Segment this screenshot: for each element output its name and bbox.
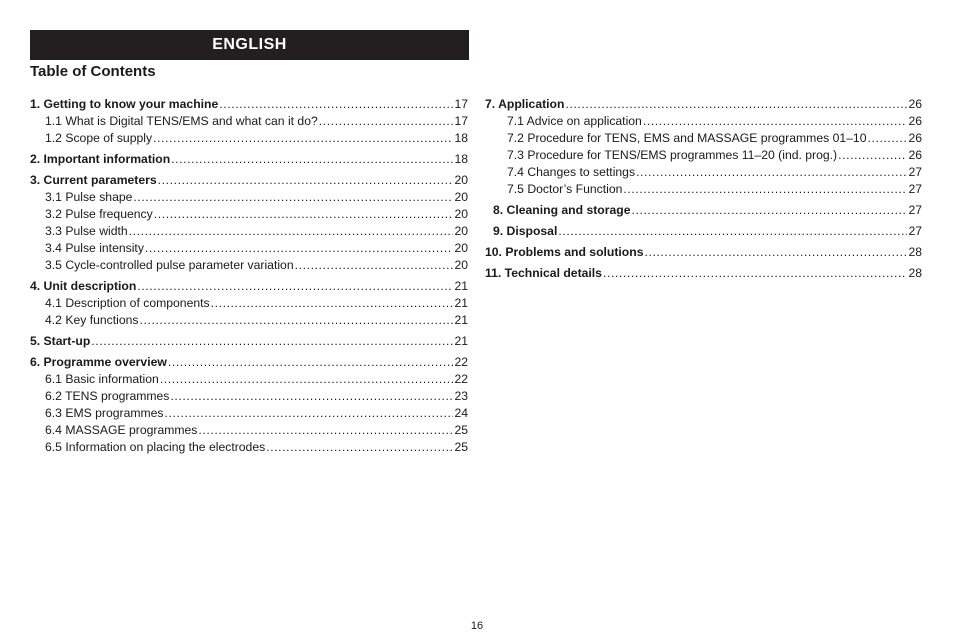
toc-entry-label: 6.3 EMS programmes <box>45 406 164 420</box>
toc-entry-page: 28 <box>908 266 922 280</box>
toc-section-entry[interactable] <box>485 223 922 240</box>
dot-leader <box>198 422 453 439</box>
toc-entry-label: 7. Application <box>485 97 565 111</box>
dot-leader <box>644 244 907 261</box>
toc-entry-page: 22 <box>454 372 468 386</box>
dot-leader <box>295 257 454 274</box>
dot-leader <box>565 96 907 113</box>
toc-subsection-entry[interactable] <box>30 257 468 274</box>
toc-entry-label: 3.5 Cycle-controlled pulse parameter variation <box>45 258 294 272</box>
toc-entry-page: 27 <box>908 224 922 238</box>
toc-subsection-entry[interactable] <box>30 439 468 456</box>
dot-leader <box>643 113 908 130</box>
toc-entry-page: 21 <box>454 296 468 310</box>
toc-entry-label: 4. Unit description <box>30 279 137 293</box>
language-banner <box>30 30 469 60</box>
toc-title: Table of Contents <box>30 63 156 80</box>
toc-entry-page: 17 <box>454 97 468 111</box>
toc-entry-page: 18 <box>454 152 468 166</box>
toc-section-entry[interactable] <box>30 151 468 168</box>
toc-subsection-entry[interactable] <box>30 206 468 223</box>
toc-subsection-entry[interactable] <box>30 371 468 388</box>
toc-entry-label: 9. Disposal <box>493 224 558 238</box>
dot-leader <box>558 223 907 240</box>
toc-subsection-entry[interactable] <box>485 130 922 147</box>
toc-entry-page: 20 <box>454 258 468 272</box>
toc-entry-page: 26 <box>908 114 922 128</box>
dot-leader <box>631 202 907 219</box>
toc-entry-label: 7.3 Procedure for TENS/EMS programmes 11–20 (ind. prog.) <box>507 148 838 162</box>
toc-entry-label: 10. Problems and solutions <box>485 245 644 259</box>
toc-section-entry[interactable] <box>485 202 922 219</box>
toc-entry-page: 21 <box>454 313 468 327</box>
toc-entry-label: 3.1 Pulse shape <box>45 190 133 204</box>
toc-entry-page: 25 <box>454 423 468 437</box>
toc-section-entry[interactable] <box>30 354 468 371</box>
toc-subsection-entry[interactable] <box>30 223 468 240</box>
toc-subsection-entry[interactable] <box>485 113 922 130</box>
dot-leader <box>867 130 907 147</box>
toc-entry-page: 27 <box>908 182 922 196</box>
toc-entry-page: 24 <box>454 406 468 420</box>
toc-entry-label: 7.4 Changes to settings <box>507 165 636 179</box>
toc-subsection-entry[interactable] <box>30 295 468 312</box>
toc-entry-label: 7.1 Advice on application <box>507 114 642 128</box>
toc-section-entry[interactable] <box>30 333 468 350</box>
dot-leader <box>154 206 454 223</box>
toc-entry-label: 5. Start-up <box>30 334 91 348</box>
dot-leader <box>129 223 454 240</box>
dot-leader <box>160 371 454 388</box>
toc-entry-label: 6.1 Basic information <box>45 372 159 386</box>
toc-subsection-entry[interactable] <box>30 405 468 422</box>
toc-entry-label: 6.4 MASSAGE programmes <box>45 423 198 437</box>
toc-subsection-entry[interactable] <box>485 147 922 164</box>
toc-entry-page: 17 <box>454 114 468 128</box>
toc-entry-page: 27 <box>908 203 922 217</box>
toc-entry-label: 1.1 What is Digital TENS/EMS and what can it do? <box>45 114 318 128</box>
dot-leader <box>623 181 907 198</box>
toc-entry-page: 27 <box>908 165 922 179</box>
toc-entry-label: 3.2 Pulse frequency <box>45 207 153 221</box>
toc-entry-page: 20 <box>454 241 468 255</box>
dot-leader <box>170 388 453 405</box>
toc-entry-page: 25 <box>454 440 468 454</box>
toc-entry-page: 22 <box>454 355 468 369</box>
toc-entry-label: 7.5 Doctor’s Function <box>507 182 623 196</box>
toc-entry-label: 6. Programme overview <box>30 355 167 369</box>
toc-entry-page: 18 <box>454 131 468 145</box>
toc-entry-label: 4.2 Key functions <box>45 313 139 327</box>
toc-entry-page: 26 <box>908 148 922 162</box>
dot-leader <box>140 312 454 329</box>
toc-entry-label: 2. Important information <box>30 152 171 166</box>
dot-leader <box>158 172 454 189</box>
page-number: 16 <box>470 620 484 632</box>
dot-leader <box>838 147 907 164</box>
dot-leader <box>153 130 453 147</box>
toc-subsection-entry[interactable] <box>30 312 468 329</box>
toc-entry-page: 20 <box>454 173 468 187</box>
toc-entry-label: 4.1 Description of components <box>45 296 210 310</box>
toc-entry-page: 28 <box>908 245 922 259</box>
toc-entry-page: 20 <box>454 207 468 221</box>
toc-entry-label: 1. Getting to know your machine <box>30 97 219 111</box>
toc-entry-label: 6.2 TENS programmes <box>45 389 170 403</box>
toc-subsection-entry[interactable] <box>30 240 468 257</box>
toc-entry-label: 3.4 Pulse intensity <box>45 241 144 255</box>
toc-entry-page: 23 <box>454 389 468 403</box>
toc-entry-page: 20 <box>454 224 468 238</box>
toc-section-entry[interactable] <box>485 244 922 261</box>
dot-leader <box>603 265 907 282</box>
dot-leader <box>636 164 907 181</box>
toc-entry-label: 7.2 Procedure for TENS, EMS and MASSAGE programmes 01–10 <box>507 131 867 145</box>
toc-entry-page: 21 <box>454 334 468 348</box>
toc-subsection-entry[interactable] <box>30 189 468 206</box>
toc-subsection-entry[interactable] <box>30 388 468 405</box>
toc-subsection-entry[interactable] <box>30 422 468 439</box>
toc-section-entry[interactable] <box>30 96 468 113</box>
toc-subsection-entry[interactable] <box>485 164 922 181</box>
toc-section-entry[interactable] <box>30 172 468 189</box>
dot-leader <box>133 189 453 206</box>
toc-subsection-entry[interactable] <box>30 130 468 147</box>
toc-section-entry[interactable] <box>485 96 922 113</box>
toc-subsection-entry[interactable] <box>485 181 922 198</box>
dot-leader <box>145 240 454 257</box>
dot-leader <box>171 151 453 168</box>
toc-subsection-entry[interactable] <box>30 113 468 130</box>
toc-entry-label: 1.2 Scope of supply <box>45 131 153 145</box>
toc-left-column <box>30 96 468 456</box>
dot-leader <box>211 295 454 312</box>
dot-leader <box>319 113 454 130</box>
dot-leader <box>165 405 454 422</box>
language-label: ENGLISH <box>212 36 287 53</box>
dot-leader <box>168 354 454 371</box>
dot-leader <box>219 96 453 113</box>
toc-entry-label: 8. Cleaning and storage <box>493 203 631 217</box>
dot-leader <box>266 439 453 456</box>
dot-leader <box>137 278 453 295</box>
dot-leader <box>91 333 453 350</box>
toc-entry-page: 26 <box>908 97 922 111</box>
toc-entry-label: 3.3 Pulse width <box>45 224 128 238</box>
toc-section-entry[interactable] <box>485 265 922 282</box>
toc-entry-page: 26 <box>908 131 922 145</box>
toc-right-column <box>485 96 922 282</box>
toc-section-entry[interactable] <box>30 278 468 295</box>
toc-entry-label: 11. Technical details <box>485 266 602 280</box>
toc-entry-label: 6.5 Information on placing the electrodes <box>45 440 266 454</box>
toc-entry-page: 20 <box>454 190 468 204</box>
toc-entry-page: 21 <box>454 279 468 293</box>
toc-entry-label: 3. Current parameters <box>30 173 157 187</box>
